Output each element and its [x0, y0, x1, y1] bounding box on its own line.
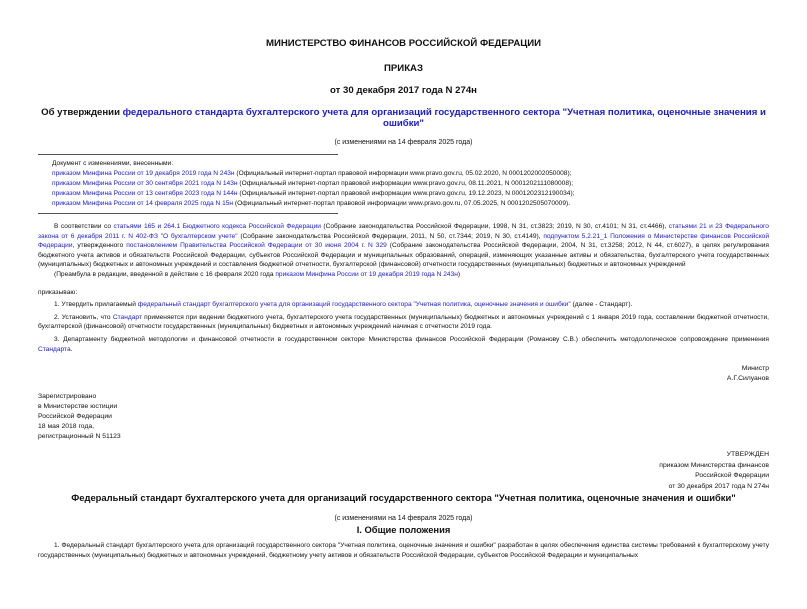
signature-block	[38, 364, 769, 384]
amendment-source: (Официальный интернет-портал правовой информации www.pravo.gov.ru, 07.05.2025, N 0001202505070009).	[233, 200, 571, 207]
preamble-note-end: )	[457, 270, 461, 278]
order-item-text: 1. Утвердить прилагаемый	[54, 301, 138, 309]
order-item-1	[38, 300, 769, 310]
approval-line: Российской Федерации	[695, 472, 769, 480]
order-title-prefix: Об утверждении	[41, 107, 123, 118]
standard-paragraph-1: 1. Федеральный стандарт бухгалтерского учета для организаций государственного сектора "Учетная политика, оценочные значения и ошибки" разработан в целях обеспечения единства системы требований к бухгалтерскому учету государственных (муниципальных) бюджетных и автономных учреждений, бюджетному учету активов и обязательств Российской Федерации, субъектов Российской Федерации и муниципальных	[38, 542, 769, 559]
amendment-source: (Официальный интернет-портал правовой информации www.pravo.gov.ru, 05.02.2020, N 0001202002050008);	[234, 170, 572, 177]
amendments-list	[38, 159, 769, 209]
signature-position: Министр	[741, 365, 769, 373]
approval-line: УТВЕРЖДЕН	[726, 451, 769, 459]
signature-name: А.Г.Силуанов	[726, 375, 769, 383]
preamble-text: В соответствии со	[54, 223, 114, 230]
amendment-source: (Официальный интернет-портал правовой информации www.pravo.gov.ru, 08.11.2021, N 0001202111080008);	[237, 180, 574, 187]
preamble-note-link[interactable]: приказом Минфина России от 19 декабря 2019 года N 243н	[275, 270, 458, 278]
amendments-intro: Документ с изменениями, внесенными:	[52, 160, 174, 167]
order-item-3	[38, 335, 769, 354]
amendment-link[interactable]: приказом Минфина России от 30 сентября 2021 года N 143н	[52, 180, 238, 187]
preamble-text: , утвержденного	[72, 242, 127, 250]
amendment-note: (с изменениями на 14 февраля 2025 года)	[334, 139, 473, 146]
amendment-link[interactable]: приказом Минфина России от 13 сентября 2023 года N 144н	[52, 190, 238, 197]
standard-link[interactable]: Стандарта	[38, 345, 71, 353]
order-item-text: 3. Департаменту бюджетной методологии и финансовой отчетности в государственном секторе Министерства финансов Российской Федерации (Романову С.В.) обеспечить методологическое сопровождение применения	[54, 335, 769, 343]
amendment-item	[52, 199, 769, 209]
order-date-number: от 30 декабря 2017 года N 274н	[330, 85, 477, 96]
document-page	[0, 38, 807, 609]
registration-line: 18 мая 2018 года,	[38, 423, 95, 431]
standard-link[interactable]: Стандарт	[112, 313, 142, 321]
amendment-link[interactable]: приказом Минфина России от 19 декабря 2019 года N 243н	[52, 170, 235, 177]
preamble-note-text: (Преамбула в редакции, введенной в действие с 16 февраля 2020 года	[54, 270, 276, 278]
resolution-link[interactable]: постановлением Правительства Российской Федерации от 30 июня 2004 г. N 329	[126, 242, 387, 250]
registration-block	[38, 392, 769, 442]
amendment-item	[52, 169, 769, 179]
amendment-source: (Официальный интернет-портал правовой информации www.pravo.gov.ru, 19.12.2023, N 0001202312190034);	[237, 190, 575, 197]
ministry-heading: МИНИСТЕРСТВО ФИНАНСОВ РОССИЙСКОЙ ФЕДЕРАЦИИ	[265, 38, 542, 49]
registration-line: Российской Федерации	[38, 413, 112, 421]
order-item-text: 2. Установить, что	[54, 313, 113, 321]
amendment-item	[52, 179, 769, 189]
order-item-text: применяется при ведении бюджетного учета, бухгалтерского учета государственных (муниципальных) бюджетных и автономных учреждений с 1 января 2019 года, составлении бюджетной отчетности, бухгалтерской (финансовой) отчетности государственных (муниципальных) бюджетных и автономных учреждений начиная с отчетности 2019 года.	[38, 313, 769, 331]
preamble-note	[38, 270, 769, 280]
preamble-text: (Собрание законодательства Российской Федерации, 2011, N 50, ст.7344; 2019, N 30, ст.4149),	[237, 232, 544, 240]
section-heading: I. Общие положения	[356, 524, 451, 536]
preamble-paragraph	[38, 222, 769, 270]
amendment-link[interactable]: приказом Минфина России от 14 февраля 2025 года N 15н	[52, 200, 234, 207]
preamble-text: (Собрание законодательства Российской Федерации, 2004, N 31, ст.3258; 2012, N 44, ст.6027), в целях регулирования бюджетного учета активов и обязательств Российской Федерации, субъектов Российской Федерации и муниципальных образований, операций, изменяющих указанные активы и обязательства, бухгалтерского учета государственных (муниципальных) бюджетных и автономных учреждений и составления бюджетной отчетности, бухгалтерской (финансовой) отчетности государственных (муниципальных) бюджетных и автономных учреждений	[38, 242, 769, 269]
doc-type-heading: ПРИКАЗ	[384, 63, 423, 74]
regulation-link[interactable]: подпунктом 5.2.21_1 Положения о Министерстве финансов Российской Федерации	[38, 232, 769, 250]
standard-amendment-note: (с изменениями на 14 февраля 2025 года)	[334, 515, 473, 523]
standard-title: Федеральный стандарт бухгалтерского учета для организаций государственного сектора "Учетная политика, оценочные значения и ошибки"	[71, 492, 736, 504]
amendment-item	[52, 189, 769, 199]
registration-line: в Министерстве юстиции	[38, 403, 118, 411]
preamble-text: (Собрание законодательства Российской Федерации, 1998, N 31, ст.3823; 2019, N 30, ст.4101; N 31, ст.4466),	[320, 223, 669, 230]
approval-line: от 30 декабря 2017 года N 274н	[668, 482, 769, 490]
registration-line: регистрационный N 51123	[38, 433, 121, 441]
order-title	[38, 107, 769, 129]
order-title-link[interactable]: федерального стандарта бухгалтерского учета для организаций государственного сектора "Учетная политика, оценочные значения и ошибки"	[122, 107, 766, 129]
registration-line: Зарегистрировано	[38, 393, 97, 401]
order-item-2	[38, 313, 769, 332]
divider-bottom	[38, 213, 338, 214]
approval-line: приказом Министерства финансов	[659, 461, 769, 469]
order-item-text: .	[70, 345, 73, 353]
budget-code-link[interactable]: статьями 165 и 264.1 Бюджетного кодекса Российской Федерации	[113, 223, 321, 230]
order-intro: приказываю:	[38, 288, 78, 296]
standard-link[interactable]: федеральный стандарт бухгалтерского учета для организаций государственного сектора "Учетная политика, оценочные значения и ошибки"	[137, 301, 571, 309]
divider-top	[38, 154, 338, 155]
order-item-text: (далее - Стандарт).	[570, 301, 633, 309]
approval-block	[38, 450, 769, 492]
federal-law-link[interactable]: статьями 21 и 23 Федерального закона от 6 декабря 2011 г. N 402-ФЗ "О бухгалтерском учете"	[38, 223, 769, 240]
